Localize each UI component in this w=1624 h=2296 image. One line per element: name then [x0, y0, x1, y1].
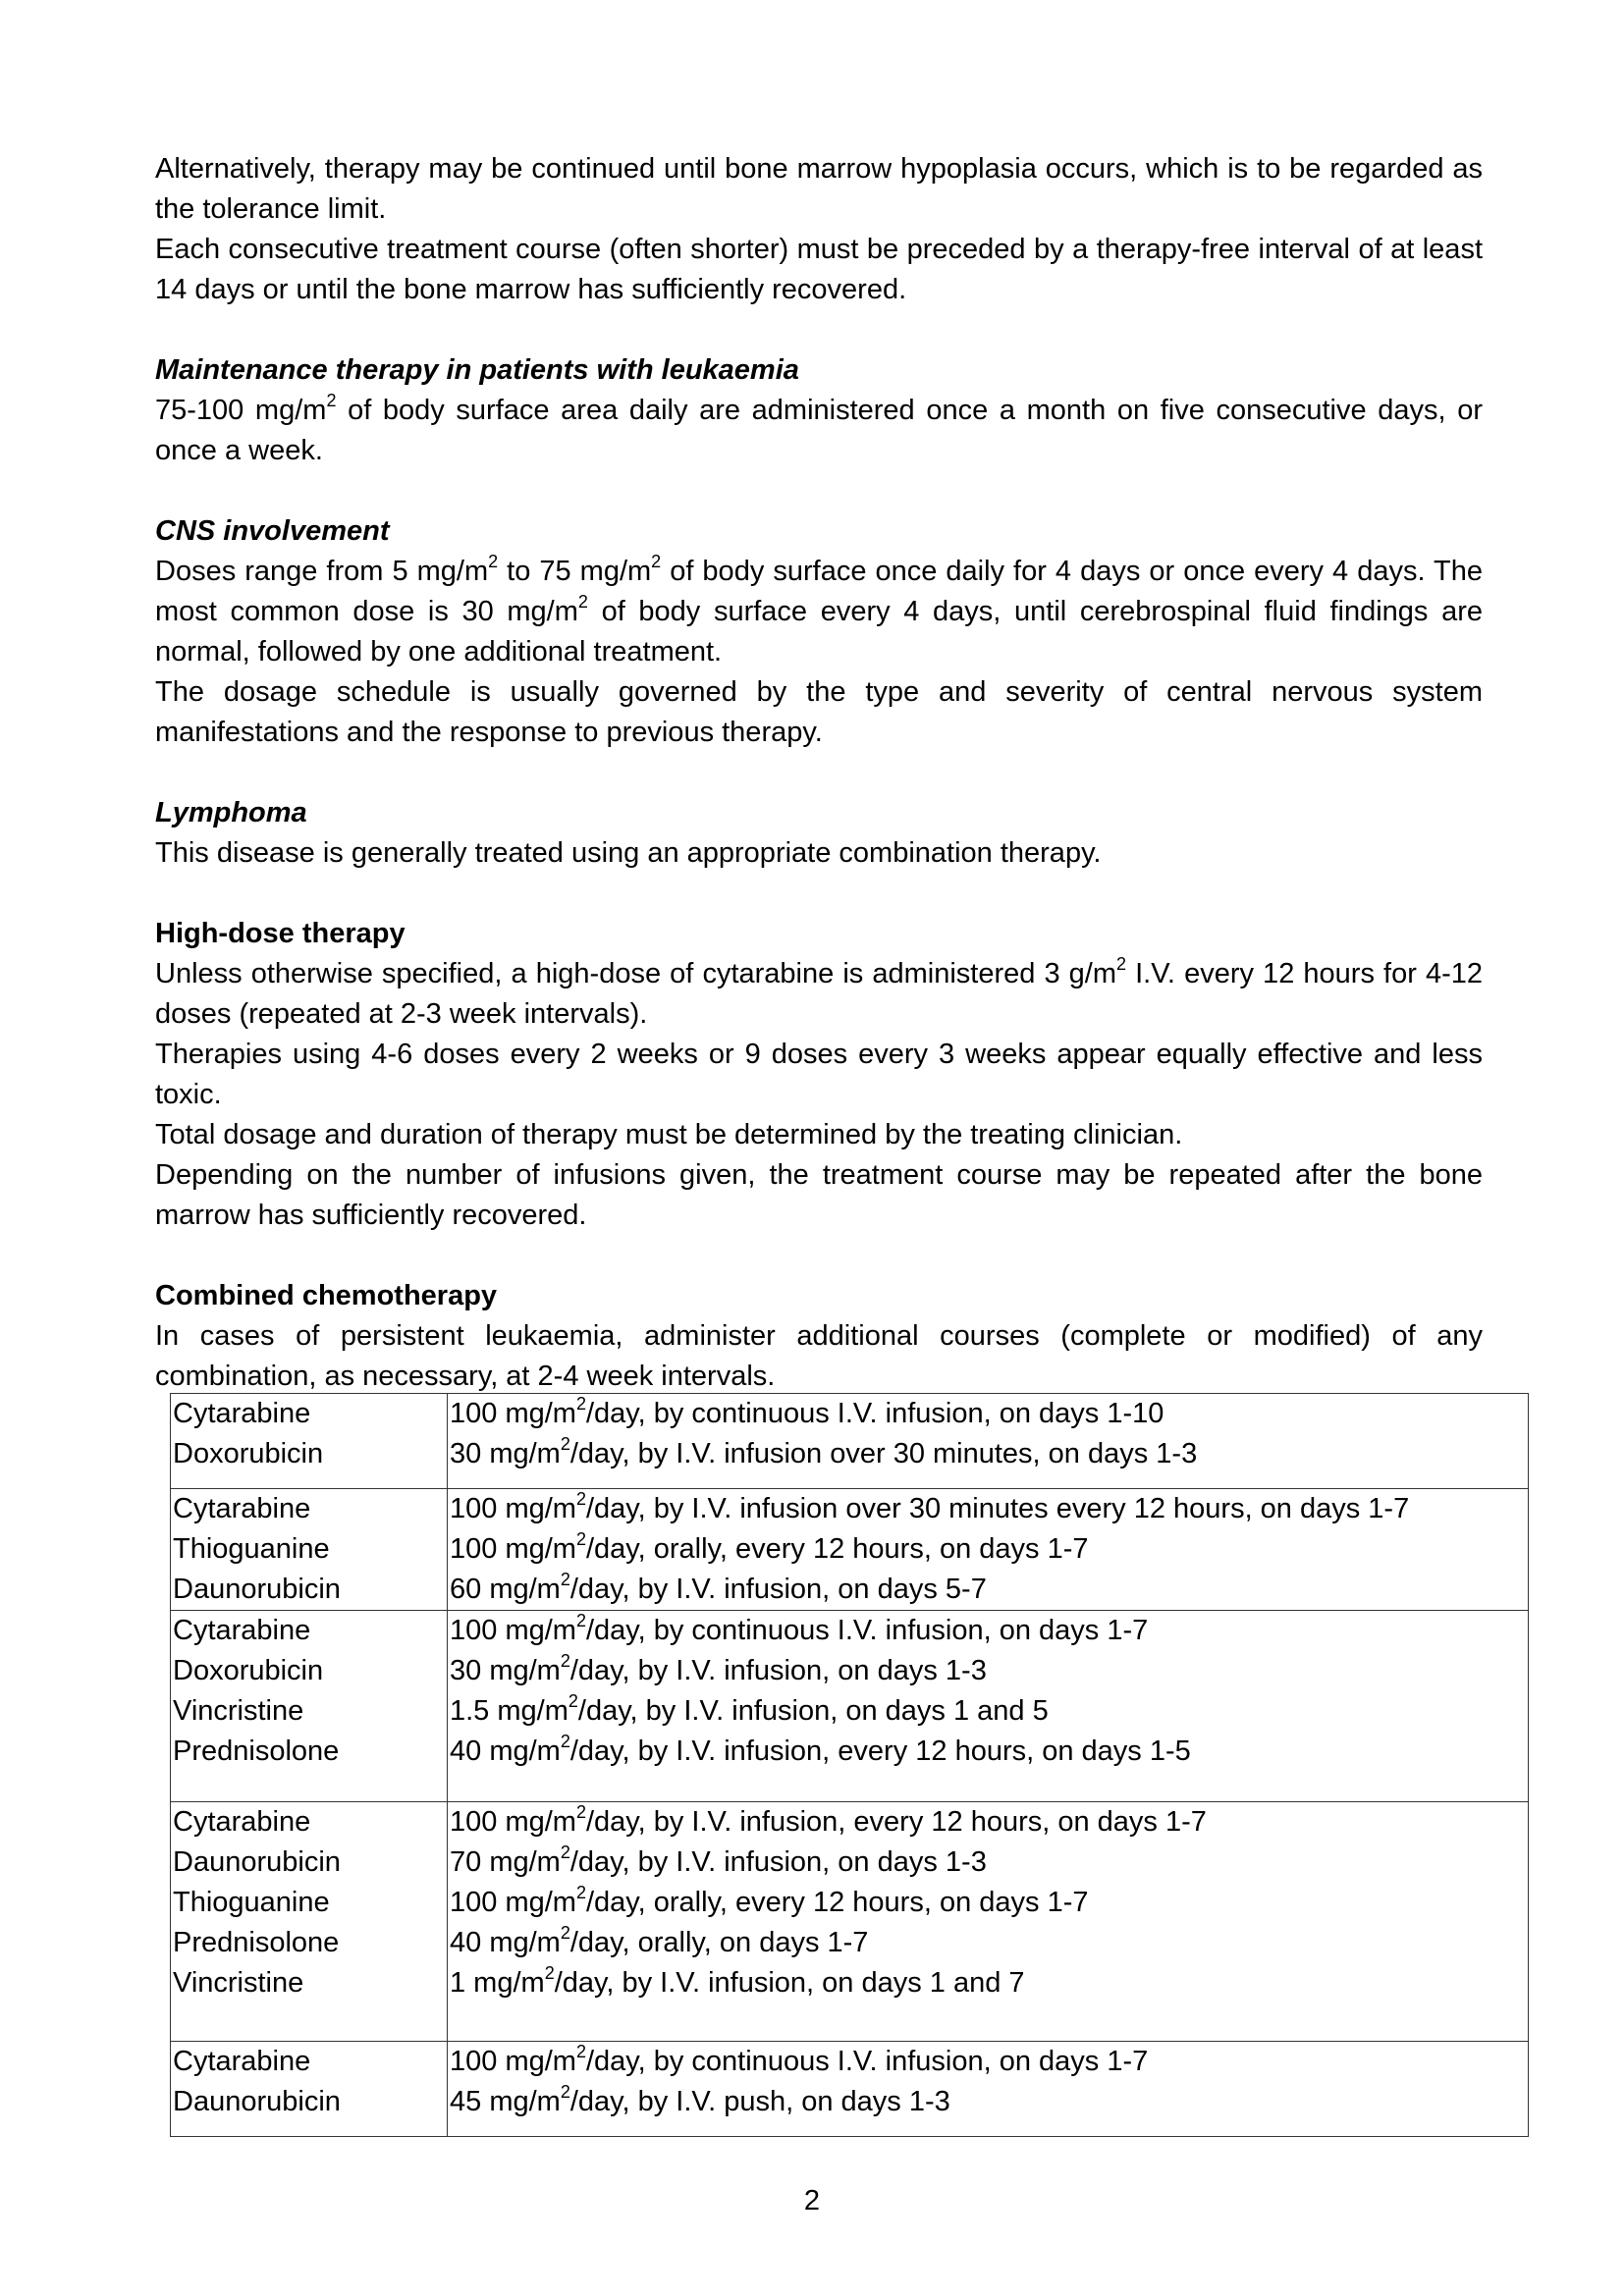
combined-paragraph: In cases of persistent leukaemia, administer additional courses (complete or modified) of any combination, as necessary, at 2-4 week intervals.	[155, 1320, 1483, 1392]
regimen-doses-cell	[448, 2042, 1529, 2137]
drug-name: Cytarabine	[173, 1493, 311, 1524]
drug-dose: 45 $mg/m^2$/day, by I.V. push, on days 1-3	[450, 2082, 950, 2117]
lymphoma-paragraph: This disease is generally treated using an appropriate combination therapy.	[155, 837, 1102, 869]
lymphoma-heading: Lymphoma	[155, 797, 307, 828]
drug-dose: 30 $mg/m^2$/day, by I.V. infusion, on days 1-3	[450, 1651, 987, 1686]
drug-name: Prednisolone	[173, 1735, 340, 1767]
regimen-drugs-cell	[171, 1394, 448, 1489]
drug-dose: 60 $mg/m^2$/day, by I.V. infusion, on days 5-7	[450, 1570, 987, 1605]
drug-name: Daunorubicin	[173, 1574, 341, 1605]
page-number: 2	[803, 2185, 821, 2216]
regimen-row	[171, 1611, 1529, 1802]
maintenance-heading: Maintenance therapy in patients with leukaemia	[155, 354, 799, 386]
drug-name: Doxorubicin	[173, 1438, 324, 1469]
drug-dose: 100 $mg/m^2$/day, by I.V. infusion over 30 minutes every 12 hours, on days 1-7	[450, 1489, 1410, 1524]
high-dose-paragraph-1: Unless otherwise specified, a high-dose of cytarabine is administered 3 $g/m^2$ I.V. every 12 hours for 4-12 doses (repeated at 2-3 week intervals).	[155, 954, 1483, 1030]
regimen-row	[171, 1802, 1529, 2042]
high-dose-paragraph-2: Therapies using 4-6 doses every 2 weeks or 9 doses every 3 weeks appear equally effective and less toxic.	[155, 1039, 1483, 1110]
drug-dose: 100 $mg/m^2$/day, orally, every 12 hours, on days 1-7	[450, 1883, 1089, 1918]
regimen-row	[171, 2042, 1529, 2137]
drug-dose: 1 $mg/m^2$/day, by I.V. infusion, on days 1 and 7	[450, 1963, 1025, 1999]
maintenance-paragraph: 75-100 $mg/m^2$ of body surface area daily are administered once a month on five consecutive days, or once a week.	[155, 391, 1483, 466]
cns-heading: CNS involvement	[155, 515, 390, 547]
high-dose-heading: High-dose therapy	[155, 918, 406, 949]
regimen-drugs-cell	[171, 1611, 448, 1802]
high-dose-paragraph-3: Total dosage and duration of therapy must be determined by the treating clinician.	[155, 1119, 1183, 1150]
regimen-doses-cell	[448, 1394, 1529, 1489]
drug-dose: 100 $mg/m^2$/day, by continuous I.V. infusion, on days 1-7	[450, 2042, 1149, 2077]
cns-paragraph-2: The dosage schedule is usually governed by the type and severity of central nervous system manifestations and the response to previous therapy.	[155, 676, 1483, 748]
drug-dose: 40 $mg/m^2$/day, by I.V. infusion, every 12 hours, on days 1-5	[450, 1732, 1191, 1767]
drug-name: Daunorubicin	[173, 2086, 341, 2117]
regimen-table	[170, 1393, 1529, 2137]
drug-name: Vincristine	[173, 1695, 304, 1727]
drug-dose: 70 $mg/m^2$/day, by I.V. infusion, on days 1-3	[450, 1842, 987, 1878]
drug-name: Vincristine	[173, 1967, 304, 1999]
drug-name: Cytarabine	[173, 1806, 311, 1838]
drug-dose: 100 $mg/m^2$/day, by I.V. infusion, every 12 hours, on days 1-7	[450, 1802, 1207, 1838]
regimen-row	[171, 1394, 1529, 1489]
combined-heading: Combined chemotherapy	[155, 1280, 498, 1311]
drug-dose: 40 $mg/m^2$/day, orally, on days 1-7	[450, 1923, 869, 1958]
drug-name: Thioguanine	[173, 1533, 330, 1565]
regimen-drugs-cell	[171, 2042, 448, 2137]
drug-dose: 100 $mg/m^2$/day, by continuous I.V. infusion, on days 1-7	[450, 1611, 1149, 1646]
drug-dose: 1.5 $mg/m^2$/day, by I.V. infusion, on days 1 and 5	[450, 1691, 1049, 1727]
regimen-doses-cell	[448, 1489, 1529, 1611]
drug-name: Prednisolone	[173, 1927, 340, 1958]
drug-dose: 100 $mg/m^2$/day, by continuous I.V. infusion, on days 1-10	[450, 1394, 1164, 1429]
drug-dose: 30 $mg/m^2$/day, by I.V. infusion over 30 minutes, on days 1-3	[450, 1434, 1198, 1469]
drug-name: Cytarabine	[173, 1398, 311, 1429]
regimen-drugs-cell	[171, 1489, 448, 1611]
drug-name: Doxorubicin	[173, 1655, 324, 1686]
high-dose-paragraph-4: Depending on the number of infusions given, the treatment course may be repeated after the bone marrow has sufficiently recovered.	[155, 1159, 1483, 1231]
regimen-doses-cell	[448, 1611, 1529, 1802]
intro-paragraph-2: Each consecutive treatment course (often shorter) must be preceded by a therapy-free interval of at least 14 days or until the bone marrow has sufficiently recovered.	[155, 234, 1483, 305]
document-body	[155, 149, 1483, 1397]
drug-dose: 100 $mg/m^2$/day, orally, every 12 hours, on days 1-7	[450, 1529, 1089, 1565]
intro-paragraph-1: Alternatively, therapy may be continued until bone marrow hypoplasia occurs, which is to be regarded as the tolerance limit.	[155, 153, 1483, 225]
regimen-doses-cell	[448, 1802, 1529, 2042]
regimen-drugs-cell	[171, 1802, 448, 2042]
cns-paragraph-1: Doses range from 5 $mg/m^2$ to 75 $mg/m^2$ of body surface once daily for 4 days or once every 4 days. The most common dose is 30 $mg/m^2$ of body surface every 4 days, until cerebrospinal fluid findings are normal, followed by one additional treatment.	[155, 552, 1483, 667]
drug-name: Thioguanine	[173, 1887, 330, 1918]
drug-name: Cytarabine	[173, 2046, 311, 2077]
drug-name: Cytarabine	[173, 1615, 311, 1646]
drug-name: Daunorubicin	[173, 1846, 341, 1878]
regimen-row	[171, 1489, 1529, 1611]
